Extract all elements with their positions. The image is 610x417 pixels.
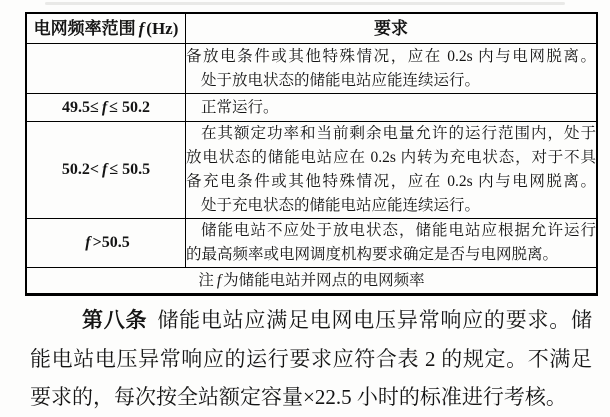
article-number: 第八条	[82, 308, 148, 332]
requirement-line: 处于充电状态的储能电站应能连续运行。	[201, 197, 481, 214]
requirement-line: 处于放电状态的储能电站应能连续运行。	[201, 71, 481, 89]
paragraph-line: 要求的，每次按全站额定容量×22.5 小时的标准进行考核。	[30, 385, 567, 409]
table-header-frequency-range: 电网频率范围 f (Hz)	[26, 13, 186, 44]
grid-frequency-requirements-table	[25, 12, 598, 296]
frequency-symbol: f	[102, 161, 108, 178]
requirement-cell	[186, 94, 598, 122]
frequency-range-cell	[26, 44, 186, 94]
requirement-cell	[186, 219, 598, 268]
frequency-symbol: f	[216, 271, 222, 289]
table-note-cell: 注 f 为储能电站并网点的电网频率	[26, 268, 597, 295]
requirement-cell	[186, 122, 598, 219]
table-header-row	[26, 13, 597, 44]
requirement-line: 备放电条件或其他特殊情况，应在 0.2s 内与电网脱离。	[186, 47, 596, 65]
table-note-row	[26, 268, 597, 295]
frequency-symbol: f	[101, 98, 108, 116]
requirement-cell	[186, 44, 598, 94]
frequency-range-cell: f >50.5	[26, 219, 186, 268]
requirement-line: 放电状态的储能电站应在 0.2s 内转为充电状态，对于不具	[186, 149, 596, 166]
table-header-requirement: 要求	[186, 13, 598, 44]
paragraph-line: 第八条 储能电站应满足电网电压异常响应的要求。储	[82, 308, 593, 332]
requirement-line: 在其额定功率和当前剩余电量允许的运行范围内，处于	[201, 125, 596, 142]
table-row	[26, 94, 597, 122]
frequency-range-cell: 50.2< f ≤ 50.5	[26, 122, 186, 219]
frequency-range-cell: 49.5≤ f ≤ 50.2	[26, 94, 186, 122]
table-row	[26, 219, 597, 268]
article-8-paragraph	[30, 301, 592, 417]
table-row	[26, 122, 597, 219]
paragraph-line: 能电站电压异常响应的运行要求应符合表 2 的规定。不满足	[30, 346, 592, 371]
requirement-line: 备充电条件或其他特殊情况，应在 0.2s 内与电网脱离。	[186, 173, 596, 190]
requirement-line: 储能电站不应处于放电状态，储能电站应根据允许运行	[201, 222, 596, 239]
frequency-symbol: f	[85, 234, 91, 251]
requirement-line: 的最高频率或电网调度机构要求确定是否与电网脱离。	[186, 246, 559, 263]
table-row	[26, 44, 597, 94]
requirement-line: 正常运行。	[201, 98, 279, 116]
frequency-symbol: f	[138, 19, 145, 38]
scan-artifact	[45, 2, 565, 5]
